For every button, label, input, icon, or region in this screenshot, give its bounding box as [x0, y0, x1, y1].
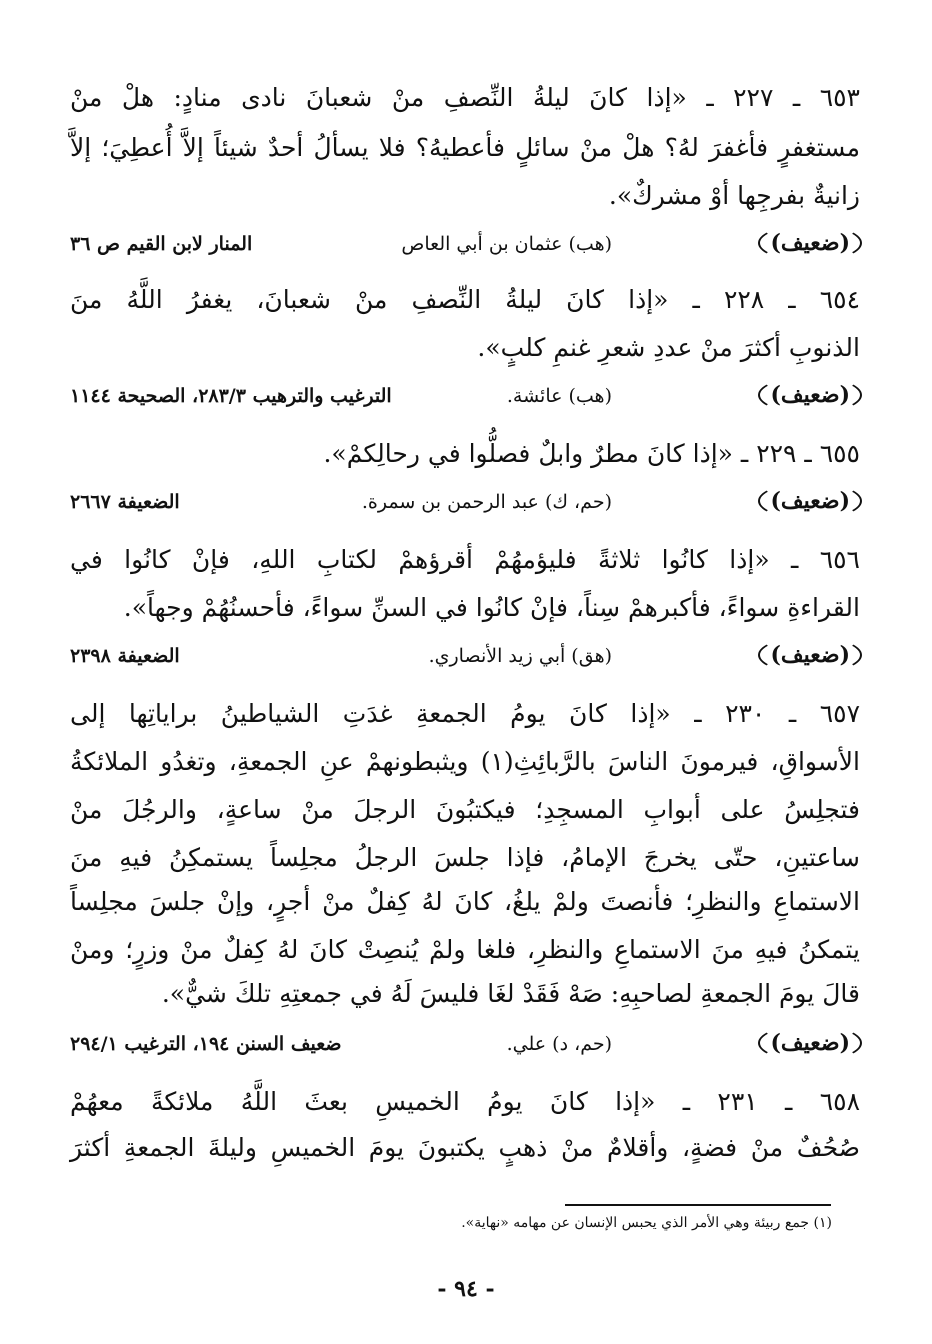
- hadith-655-source: [70, 482, 862, 522]
- footnote: (١) جمع ربيئة وهي الأمر الذي يحبس الإنسان عن مهامه «نهاية».: [461, 1215, 832, 1231]
- hadith-657-source: [70, 1024, 862, 1064]
- footnote-rule: [565, 1204, 831, 1206]
- narrator: (هب) عثمان بن أبي العاص: [401, 233, 612, 255]
- reference: الضعيفة ٢٦٦٧: [70, 491, 180, 513]
- hadith-657-line-5: الاستماعِ والنظرِ؛ فأنصتَ ولمْ يلغُ، كانَ لهُ كِفلٌ منْ أجرٍ، وإنْ جلسَ مجلِساً: [70, 887, 860, 916]
- hadith-657-line-6: يتمكنُ فيهِ منَ الاستماعِ والنظرِ، فلغا ولمْ يُنصِتْ كانَ لهُ كِفلٌ منْ وزرٍ؛ ومنْ: [70, 935, 860, 964]
- hadith-657-line-4: ساعتينِ، حتّى يخرجَ الإمامُ، فإذا جلسَ الرجلُ مجلِساً يستمكِنُ فيهِ منَ: [70, 843, 860, 872]
- hadith-656-line-2: القراءةِ سواءً، فأكبرهمْ سِناً، فإنْ كانُوا في السنِّ سواءً، فأحسنُهُمْ وجهاً».: [123, 593, 860, 622]
- page-number: - ٩٤ -: [437, 1276, 495, 1302]
- grade-badge: (ضعيف): [758, 1024, 862, 1062]
- hadith-657-line-2: الأسواقِ، فيرمونَ الناسَ بالرَّبائِثِ(١) ويثبطونهمْ عنِ الجمعةِ، وتغدُو الملائكةُ: [70, 747, 860, 776]
- narrator: (هق) أبي زيد الأنصاري.: [428, 645, 612, 667]
- grade-badge: (ضعيف): [758, 636, 862, 674]
- hadith-653-line-2: مستغفرٍ فأغفرَ لهُ؟ هلْ منْ سائلٍ فأعطيهُ؟ فلا يسألُ أحدٌ شيئاً إلاَّ أُعطِيَ؛ إلاَّ: [70, 133, 860, 162]
- narrator: (حم، ك) عبد الرحمن بن سمرة.: [361, 491, 612, 513]
- hadith-656-line-1: ٦٥٦ ـ «إذا كانُوا ثلاثةً فليؤمهُمْ أقرؤهمْ لكتابِ اللهِ، فإنْ كانُوا في: [70, 545, 860, 574]
- hadith-654-source: [70, 376, 862, 416]
- reference: الضعيفة ٢٣٩٨: [70, 645, 180, 667]
- hadith-654-line-2: الذنوبِ أكثرَ منْ عددِ شعرِ غنمِ كلبٍ».: [477, 333, 860, 362]
- reference: الترغيب والترهيب ٢٨٣/٣، الصحيحة ١١٤٤: [70, 385, 392, 407]
- hadith-653-source: [70, 224, 862, 264]
- hadith-653-line-1: ٦٥٣ ـ ٢٢٧ ـ «إذا كانَ ليلةُ النِّصفِ منْ شعبانَ نادى منادٍ: هلْ منْ: [70, 83, 860, 112]
- grade-badge: (ضعيف): [758, 224, 862, 262]
- narrator: (حم، د) علي.: [506, 1033, 612, 1055]
- hadith-655-line-1: ٦٥٥ ـ ٢٢٩ ـ «إذا كانَ مطرٌ وابلٌ فصلُّوا في رحالِكمْ».: [323, 439, 860, 468]
- hadith-658-line-2: صُحُفٌ منْ فضةٍ، وأقلامٌ منْ ذهبٍ يكتبونَ يومَ الخميسِ وليلةَ الجمعةِ أكثرَ: [70, 1133, 860, 1162]
- grade-badge: (ضعيف): [758, 376, 862, 414]
- hadith-657-line-3: فتجلِسُ على أبوابِ المسجِدِ؛ فيكتبُونَ الرجلَ منْ ساعةٍ، والرجُلَ منْ: [70, 795, 860, 824]
- hadith-657-line-1: ٦٥٧ ـ ٢٣٠ ـ «إذا كانَ يومُ الجمعةِ غدَتِ الشياطينُ براياتِها إلى: [70, 699, 861, 728]
- reference: المنار لابن القيم ص ٣٦: [70, 233, 253, 255]
- hadith-654-line-1: ٦٥٤ ـ ٢٢٨ ـ «إذا كانَ ليلةُ النِّصفِ منْ شعبانَ، يغفرُ اللَّهُ منَ: [70, 285, 861, 314]
- hadith-656-source: [70, 636, 862, 676]
- reference: ضعيف السنن ١٩٤، الترغيب ٢٩٤/١: [70, 1033, 342, 1055]
- hadith-653-line-3: زانيةٌ بفرجِها أوْ مشركٌ».: [608, 181, 860, 210]
- narrator: (هب) عائشة.: [506, 385, 612, 407]
- hadith-658-line-1: ٦٥٨ ـ ٢٣١ ـ «إذا كانَ يومُ الخميسِ بعثَ اللَّهُ ملائكةً معهُمْ: [70, 1087, 861, 1116]
- grade-badge: (ضعيف): [758, 482, 862, 520]
- hadith-657-line-7: قالَ يومَ الجمعةِ لصاحبِهِ: صَهْ فَقَدْ لغَا فليسَ لَهُ في جمعتِهِ تلكَ شيٌّ».: [161, 979, 860, 1008]
